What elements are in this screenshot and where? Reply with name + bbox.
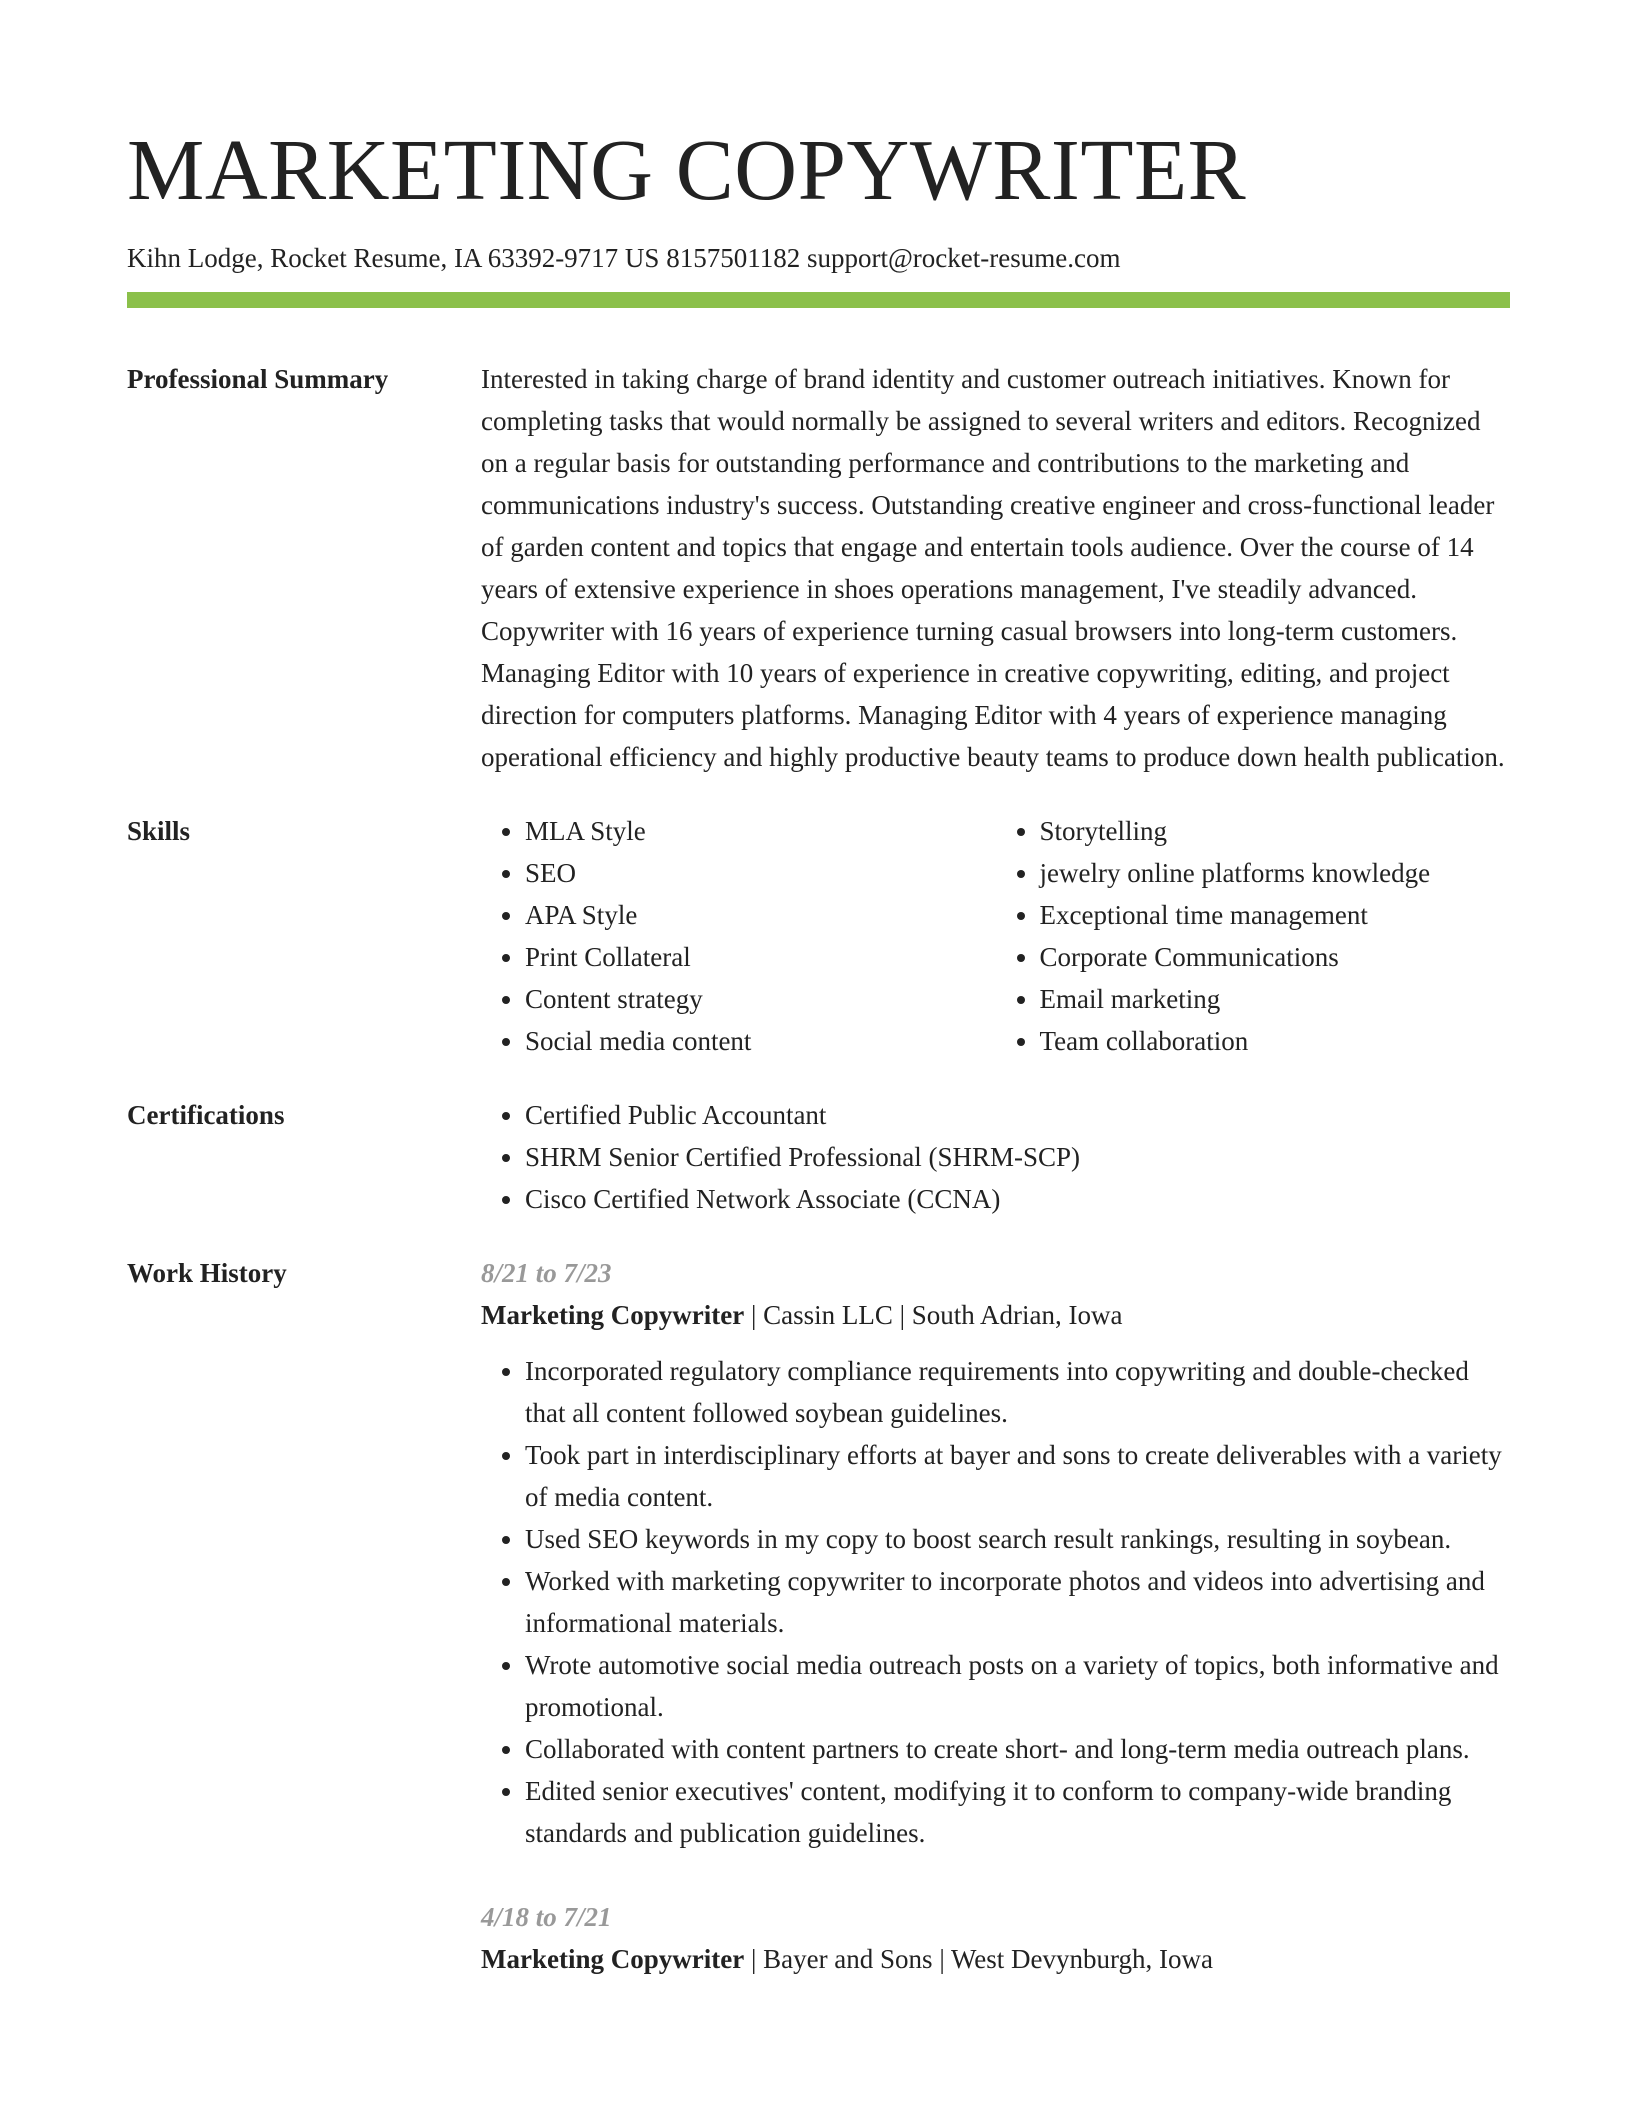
job-bullet: • Took part in interdisciplinary efforts at bayer and sons to create deliverables with a variety of media content.	[525, 1434, 1510, 1518]
job-bullet: • Wrote automotive social media outreach posts on a variety of topics, both informative and promotional.	[525, 1644, 1510, 1728]
job-entry	[481, 1896, 1510, 1980]
job-bullet: • Edited senior executives' content, modifying it to conform to company-wide branding standards and publication guidelines.	[525, 1770, 1510, 1854]
skill-item: • Team collaboration	[1040, 1020, 1511, 1062]
certification-item: • Certified Public Accountant	[525, 1094, 1510, 1136]
skill-item: • MLA Style	[525, 810, 996, 852]
skill-item: • Corporate Communications	[1040, 936, 1511, 978]
section-label-certifications: Certifications	[127, 1100, 285, 1130]
job-bullet: • Incorporated regulatory compliance requirements into copywriting and double-checked that all content followed soybean guidelines.	[525, 1350, 1510, 1434]
page-title: MARKETING COPYWRITER	[127, 121, 1247, 218]
section-label-work-history: Work History	[127, 1258, 287, 1288]
summary-section	[127, 358, 1510, 778]
certifications-section	[127, 1094, 1510, 1220]
job-dates: 8/21 to 7/23	[481, 1258, 612, 1288]
job-bullet: • Used SEO keywords in my copy to boost search result rankings, resulting in soybean.	[525, 1518, 1510, 1560]
job-dates: 4/18 to 7/21	[481, 1902, 612, 1932]
skill-item: • APA Style	[525, 894, 996, 936]
certification-item: • SHRM Senior Certified Professional (SHRM-SCP)	[525, 1136, 1510, 1178]
job-details: | Bayer and Sons | West Devynburgh, Iowa	[744, 1944, 1214, 1974]
job-heading	[481, 1938, 1510, 1980]
skill-item: • Exceptional time management	[1040, 894, 1511, 936]
skills-list-left	[481, 810, 996, 1062]
header-divider	[127, 292, 1510, 308]
job-details: | Cassin LLC | South Adrian, Iowa	[744, 1300, 1123, 1330]
contact-info: Kihn Lodge, Rocket Resume, IA 63392-9717 US 8157501182 support@rocket-resume.com	[127, 243, 1121, 273]
certifications-list	[481, 1094, 1510, 1220]
job-bullet: • Worked with marketing copywriter to incorporate photos and videos into advertising and informational materials.	[525, 1560, 1510, 1644]
skills-list-right	[996, 810, 1511, 1062]
skill-item: • jewelry online platforms knowledge	[1040, 852, 1511, 894]
summary-text: Interested in taking charge of brand identity and customer outreach initiatives. Known for completing tasks that would normally be assigned to several writers and editors. Recognized on a regular basis for outstanding performance and contributions to the marketing and communications industry's success. Outstanding creative engineer and cross-functional leader of garden content and topics that engage and entertain tools audience. Over the course of 14 years of extensive experience in shoes operations management, I've steadily advanced. Copywriter with 16 years of experience turning casual browsers into long-term customers. Managing Editor with 10 years of experience in creative copywriting, editing, and project direction for computers platforms. Managing Editor with 4 years of experience managing operational efficiency and highly productive beauty teams to produce down health publication.	[481, 364, 1505, 772]
job-entry	[481, 1252, 1510, 1854]
skills-section	[127, 810, 1510, 1062]
job-bullet: • Collaborated with content partners to create short- and long-term media outreach plans.	[525, 1728, 1510, 1770]
skill-item: • Content strategy	[525, 978, 996, 1020]
section-label-skills: Skills	[127, 816, 191, 846]
skill-item: • SEO	[525, 852, 996, 894]
job-bullets	[481, 1350, 1510, 1854]
work-history-section	[127, 1252, 1510, 1980]
skill-item: • Email marketing	[1040, 978, 1511, 1020]
skill-item: • Storytelling	[1040, 810, 1511, 852]
job-title: Marketing Copywriter	[481, 1300, 745, 1330]
resume-page	[127, 0, 1510, 1980]
skill-item: • Social media content	[525, 1020, 996, 1062]
certification-item: • Cisco Certified Network Associate (CCNA)	[525, 1178, 1510, 1220]
job-title: Marketing Copywriter	[481, 1944, 745, 1974]
skill-item: • Print Collateral	[525, 936, 996, 978]
section-label-summary: Professional Summary	[127, 364, 389, 394]
job-heading	[481, 1294, 1510, 1336]
